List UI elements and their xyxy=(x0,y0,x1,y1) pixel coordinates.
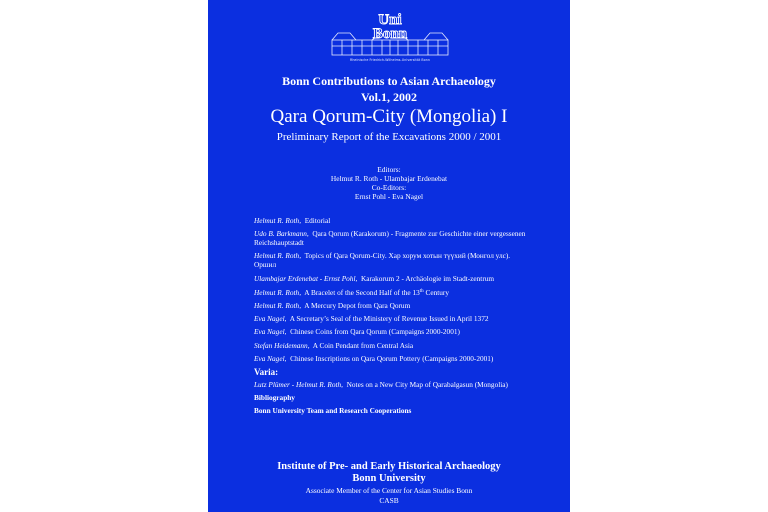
book-subtitle: Preliminary Report of the Excavations 2000 / 2001 xyxy=(276,131,502,143)
logo-caption: Rheinische Friedrich-Wilhelms-Universität Bonn xyxy=(350,58,430,62)
toc-author: Helmut R. Roth, xyxy=(254,251,302,261)
toc-entry xyxy=(254,287,526,297)
institute-name: Institute of Pre- and Early Historical Archaeology xyxy=(277,461,501,472)
table-of-contents xyxy=(254,216,526,419)
book-cover xyxy=(208,0,570,512)
toc-title: A Bracelet of the Second Half of the 13 xyxy=(304,287,420,297)
toc-title: Karakorum 2 - Archäologie im Stadt-zentrum xyxy=(360,273,495,283)
editors-names: Helmut R. Roth - Ulambajar Erdenebat xyxy=(330,174,448,183)
volume-label: Vol.1, 2002 xyxy=(361,90,417,104)
toc-title: Qara Qorum (Karakorum) - Fragmente zur Geschichte einer vergessenen Reichshauptstadt xyxy=(254,229,526,248)
toc-author: Helmut R. Roth, xyxy=(254,216,302,225)
toc-title-superscript: th xyxy=(419,288,424,294)
toc-author: Eva Nagel, xyxy=(254,314,287,324)
toc-entry xyxy=(254,274,526,283)
toc-title: Notes on a New City Map of Qarabalgasun (Mongolia) xyxy=(346,379,508,389)
toc-entry xyxy=(254,216,526,225)
toc-bibliography: Bibliography xyxy=(254,393,295,403)
toc-entry xyxy=(254,380,526,389)
logo-line-2: Bonn xyxy=(372,26,408,42)
toc-entry xyxy=(254,314,526,323)
uni-bonn-logo xyxy=(328,10,452,70)
toc-entry xyxy=(254,327,526,336)
varia-heading: Varia: xyxy=(254,366,279,377)
toc-title: Topics of Qara Qorum-City. Хар хорум хотын түүхий (Монгол улс). Оршил xyxy=(254,251,511,270)
toc-title-end: Century xyxy=(423,287,450,297)
toc-title: A Coin Pendant from Central Asia xyxy=(312,340,414,350)
toc-team: Bonn University Team and Research Cooperations xyxy=(254,406,412,416)
toc-title: Editorial xyxy=(304,216,331,225)
toc-entry xyxy=(254,341,526,350)
toc-title: A Mercury Depot from Qara Qorum xyxy=(304,300,411,310)
toc-author: Udo B. Barkmann, xyxy=(254,229,309,239)
toc-author: Stefan Heidemann, xyxy=(254,340,310,350)
toc-entry xyxy=(254,251,526,269)
toc-author: Ulambajar Erdenebat - Ernst Pohl, xyxy=(254,273,358,283)
center-membership: Associate Member of the Center for Asian Studies Bonn xyxy=(305,486,473,495)
co-editors-names: Ernst Pohl - Eva Nagel xyxy=(354,192,424,201)
university-name: Bonn University xyxy=(352,473,426,484)
toc-title: Chinese Coins from Qara Qorum (Campaigns 2000-2001) xyxy=(290,327,460,337)
logo-line-1: Uni xyxy=(378,12,402,28)
series-title: Bonn Contributions to Asian Archaeology xyxy=(282,74,496,88)
toc-title: Chinese Inscriptions on Qara Qorum Pottery (Campaigns 2000-2001) xyxy=(290,353,494,363)
toc-entry xyxy=(254,301,526,310)
center-acronym: CASB xyxy=(379,496,399,505)
toc-author: Helmut R. Roth, xyxy=(254,287,302,297)
co-editors-label: Co-Editors: xyxy=(371,183,407,192)
toc-entry xyxy=(254,354,526,363)
toc-author: Helmut R. Roth, xyxy=(254,300,302,310)
book-title: Qara Qorum-City (Mongolia) I xyxy=(270,106,508,127)
toc-author: Eva Nagel, xyxy=(254,353,287,363)
toc-author: Lutz Plümer - Helmut R. Roth, xyxy=(254,379,343,389)
editors-label: Editors: xyxy=(377,165,401,174)
toc-author: Eva Nagel, xyxy=(254,327,287,337)
building-icon xyxy=(328,10,452,58)
toc-entry xyxy=(254,229,526,247)
toc-title: A Secretary’s Seal of the Ministery of Revenue Issued in April 1372 xyxy=(289,314,489,324)
